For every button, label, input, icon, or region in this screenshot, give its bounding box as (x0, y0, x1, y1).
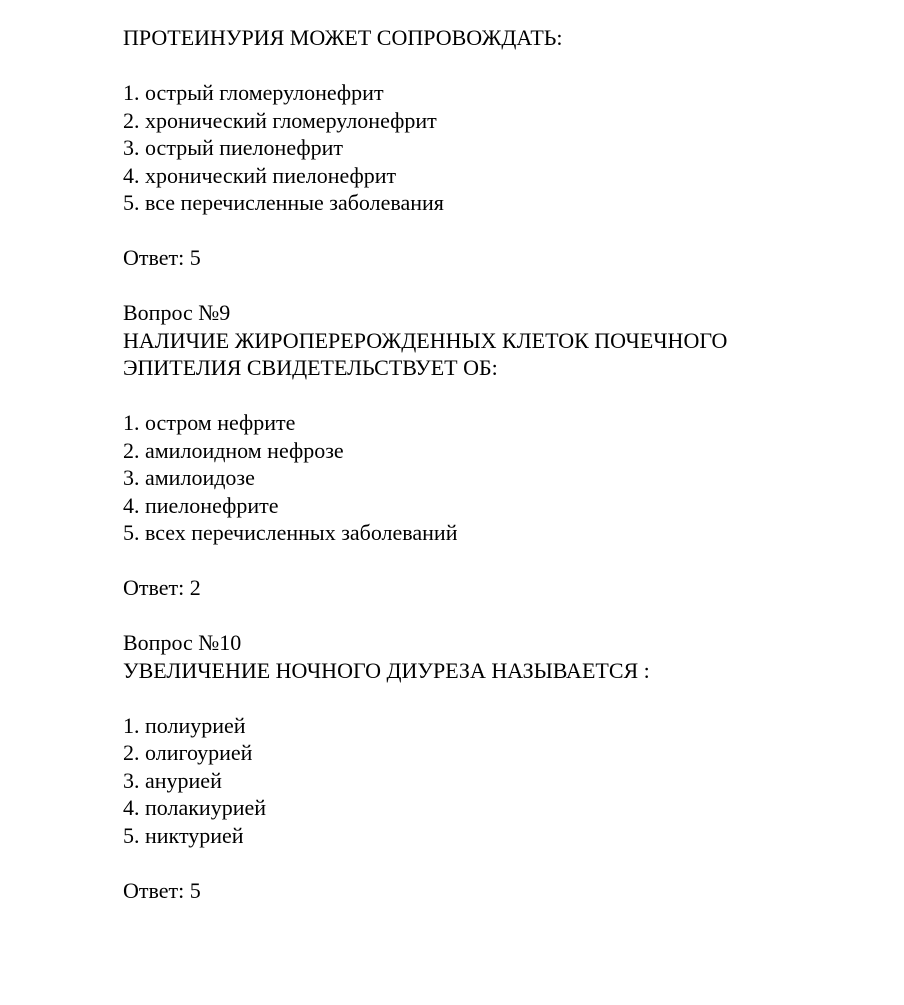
document-page (123, 24, 883, 904)
correct-answer: Ответ: 5 (123, 877, 201, 903)
question-text: ПРОТЕИНУРИЯ МОЖЕТ СОПРОВОЖДАТЬ: (123, 25, 563, 50)
answer-option: 4. пиелонефрите (123, 492, 279, 518)
spacer (123, 547, 883, 575)
answer-option: 2. хронический гломерулонефрит (123, 107, 437, 133)
answer-option: 4. полакиурией (123, 795, 266, 820)
answer-option: 4. хронический пиелонефрит (123, 162, 397, 188)
answer-option: 5. никтурией (123, 822, 244, 848)
answer-option: 3. амилоидозе (123, 465, 255, 490)
answer-option: 3. острый пиелонефрит (123, 135, 343, 160)
spacer (123, 382, 883, 410)
question-number: Вопрос №9 (123, 300, 231, 325)
answer-option: 3. анурией (123, 767, 222, 793)
answer-option: 1. остром нефрите (123, 410, 296, 435)
answer-option: 2. олигоурией (123, 740, 253, 765)
question-number: Вопрос №10 (123, 630, 242, 655)
spacer (123, 217, 883, 245)
answer-option: 1. острый гломерулонефрит (123, 80, 384, 105)
spacer (123, 52, 883, 80)
spacer (123, 602, 883, 630)
spacer (123, 684, 883, 712)
answer-option: 5. всех перечисленных заболеваний (123, 520, 458, 545)
question-text: УВЕЛИЧЕНИЕ НОЧНОГО ДИУРЕЗА НАЗЫВАЕТСЯ : (123, 657, 650, 683)
answer-option: 2. амилоидном нефрозе (123, 437, 344, 463)
answer-option: 1. полиурией (123, 712, 246, 738)
question-text: ЭПИТЕЛИЯ СВИДЕТЕЛЬСТВУЕТ ОБ: (123, 355, 498, 380)
correct-answer: Ответ: 2 (123, 575, 201, 600)
question-text: НАЛИЧИЕ ЖИРОПЕРЕРОЖДЕННЫХ КЛЕТОК ПОЧЕЧНОГО (123, 327, 728, 353)
correct-answer: Ответ: 5 (123, 245, 201, 270)
answer-option: 5. все перечисленные заболевания (123, 190, 444, 215)
spacer (123, 272, 883, 300)
spacer (123, 849, 883, 877)
